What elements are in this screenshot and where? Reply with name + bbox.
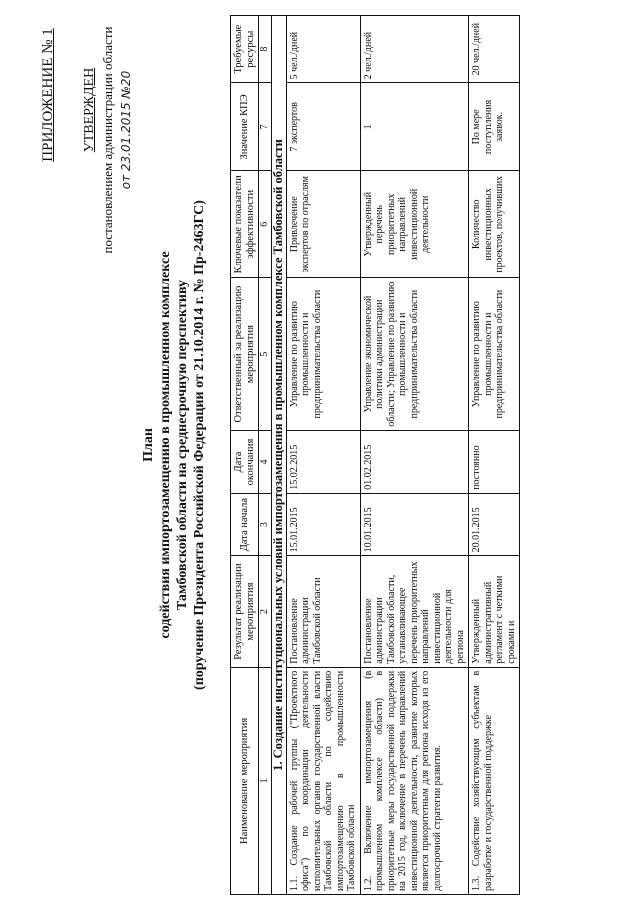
title-line-2: содействия импортозамещению в промышленном комплексе	[158, 251, 173, 639]
cell-kpi-value: По мере поступления заявок.	[469, 83, 520, 171]
header-cell: Требуемые ресурсы	[231, 16, 259, 83]
cell-start: 20.01.2015	[469, 493, 520, 556]
table-row	[469, 16, 520, 895]
annex-title: ПРИЛОЖЕНИЕ № 1	[40, 28, 56, 162]
cell-name: 1.1. Создание рабочей группы ("Проектного офиса") по координации деятельности исполнительных органов государственной власти Тамбовской области по содействию импортозамещению в промышленности Тамбовской области	[286, 667, 360, 894]
cell-start: 15.01.2015	[286, 493, 360, 556]
cell-kpi: Количество инвестиционных проектов, получивших	[469, 171, 520, 278]
column-number-row	[259, 16, 272, 895]
column-number: 8	[259, 16, 272, 83]
header-cell: Дата начала	[231, 493, 259, 556]
section-title: 1. Создание институциональных условий импортозамещения в промышленном комплексе Тамбовской области	[272, 16, 287, 895]
cell-result: Постановление администрации Тамбовской области, устанавливающее перечень приоритетных направлений инвестиционной деятельности для региона	[360, 556, 469, 667]
header-cell: Ключевые показатели эффективности	[231, 171, 259, 278]
header-cell: Ответственный за реализацию мероприятия	[231, 278, 259, 431]
cell-kpi-value: 1	[360, 83, 469, 171]
cell-kpi: Утвержденный перечень приоритетных направлений инвестиционной деятельности	[360, 171, 469, 278]
column-number: 3	[259, 493, 272, 556]
cell-resources: 5 чел./дней	[286, 16, 360, 83]
cell-responsible: Управление по развитию промышленности и предпринимательства области	[469, 278, 520, 431]
header-cell: Наименование мероприятия	[231, 667, 259, 894]
cell-result: Утвержденный административный регламент с четкими сроками и	[469, 556, 520, 667]
title-line-3: Тамбовской области на среднесрочную перспективу	[175, 279, 190, 611]
signature-line: от 23.01.2015 №20	[119, 70, 133, 190]
cell-end: постоянно	[469, 431, 520, 494]
cell-responsible: Управление экономической политики администрации области; Управление по развитию промышленности и предпринимательства области	[360, 278, 469, 431]
column-number: 1	[259, 667, 272, 894]
document-title	[140, 135, 208, 755]
cell-name: 1.3. Содействие хозяйствующим субъектам в разработке и государственной поддержке	[469, 667, 520, 894]
column-number: 7	[259, 83, 272, 171]
header-cell: Значение КПЭ	[231, 83, 259, 171]
title-line-1: План	[141, 428, 156, 462]
cell-end: 15.02.2015	[286, 431, 360, 494]
column-number: 4	[259, 431, 272, 494]
table-row	[360, 16, 469, 895]
plan-table	[230, 15, 520, 895]
header-cell: Результат реализации мероприятия	[231, 556, 259, 667]
title-line-4: (поручение Президента Российской Федерации от 21.10.2014 г. № Пр-2463ГС)	[192, 200, 207, 690]
approved-by: постановлением администрации области	[100, 26, 115, 254]
cell-kpi: Привлечение экспертов по отраслям	[286, 171, 360, 278]
section-row	[272, 16, 287, 895]
cell-name: 1.2. Включение импортозамещения (в промышленном комплексе области) в приоритетные меры государственной поддержки на 2015 год, включение в перечень направлений инвестиционной деятельности, развитие которых является приоритетным для региона исходя из его долгосрочной стратегии развития.	[360, 667, 469, 894]
cell-kpi-value: 7 экспертов	[286, 83, 360, 171]
header-cell: Дата окончания	[231, 431, 259, 494]
cell-resources: 20 чел./дней	[469, 16, 520, 83]
table-row	[286, 16, 360, 895]
cell-start: 10.01.2015	[360, 493, 469, 556]
cell-end: 01.02.2015	[360, 431, 469, 494]
cell-resources: 2 чел./дней	[360, 16, 469, 83]
column-number: 2	[259, 556, 272, 667]
header-row	[231, 16, 259, 895]
cell-result: Постановление администрации Тамбовской области	[286, 556, 360, 667]
column-number: 5	[259, 278, 272, 431]
column-number: 6	[259, 171, 272, 278]
cell-responsible: Управление по развитию промышленности и предпринимательства области	[286, 278, 360, 431]
approved-label: УТВЕРЖДЕН	[82, 67, 97, 153]
